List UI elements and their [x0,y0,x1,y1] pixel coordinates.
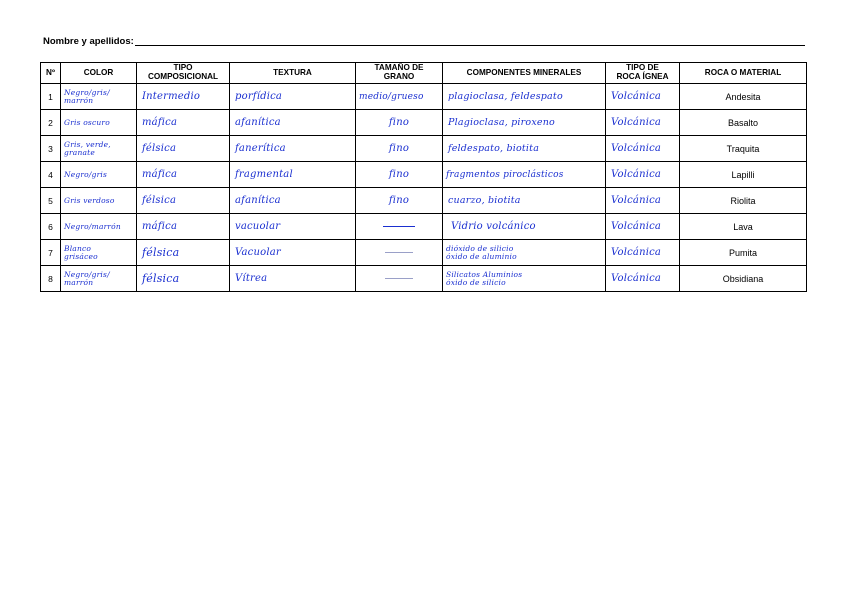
row-number: 8 [41,266,61,292]
color-cell[interactable] [61,162,137,188]
textura-value: fragmental [235,169,293,180]
textura-cell[interactable] [230,240,356,266]
textura-value: vacuolar [235,221,281,232]
tipo-cell[interactable] [137,188,230,214]
componentes-value: plagioclasa, feldespato [448,91,563,102]
row-number: 3 [41,136,61,162]
tipo-roca-cell[interactable] [606,84,680,110]
name-underline[interactable] [135,36,805,46]
tamano-value: fino [388,195,410,206]
roca-value: Obsidiana [680,266,807,292]
color-cell[interactable] [61,214,137,240]
textura-cell[interactable] [230,214,356,240]
tipo-cell[interactable] [137,84,230,110]
tipo-roca-value: Volcánica [611,195,662,206]
tamano-dash [385,278,413,279]
name-field[interactable] [43,36,805,46]
componentes-cell[interactable] [443,188,606,214]
roca-value: Lava [680,214,807,240]
componentes-value: fragmentos piroclásticos [446,169,564,180]
header-tamano-grano: TAMAÑO DE GRANO [356,63,443,84]
tipo-value: félsica [142,272,180,285]
tipo-value: máfica [142,169,178,180]
tipo-roca-value: Volcánica [611,273,662,284]
tipo-roca-cell[interactable] [606,110,680,136]
tamano-cell[interactable] [356,188,443,214]
textura-cell[interactable] [230,110,356,136]
componentes-value: dióxido de silicio óxido de aluminio [446,243,517,261]
componentes-value: Silicatos Aluminios óxido de silicio [446,269,523,287]
table-row [41,162,807,188]
tamano-value: fino [388,143,410,154]
tipo-roca-cell[interactable] [606,136,680,162]
componentes-cell[interactable] [443,240,606,266]
componentes-cell[interactable] [443,110,606,136]
roca-value: Riolita [680,188,807,214]
row-number: 2 [41,110,61,136]
table-row [41,240,807,266]
tamano-cell[interactable] [356,110,443,136]
color-value: Negro/gris [64,169,108,179]
textura-cell[interactable] [230,84,356,110]
tipo-value: máfica [142,117,178,128]
textura-cell[interactable] [230,136,356,162]
textura-cell[interactable] [230,188,356,214]
tipo-value: félsica [142,143,177,154]
tipo-roca-value: Volcánica [611,247,662,258]
textura-value: porfídica [235,91,283,102]
textura-value: afanítica [235,195,281,206]
textura-value: Vítrea [235,273,268,284]
textura-value: fanerítica [235,143,286,154]
color-cell[interactable] [61,266,137,292]
name-label: Nombre y apellidos: [43,35,134,47]
color-value: Negro/gris/ marrón [64,87,110,105]
table-row [41,214,807,240]
header-row [41,63,807,84]
tipo-roca-cell[interactable] [606,162,680,188]
color-value: Negro/gris/ marrón [64,269,110,287]
color-cell[interactable] [61,240,137,266]
textura-value: afanítica [235,117,281,128]
roca-value: Traquita [680,136,807,162]
tipo-cell[interactable] [137,214,230,240]
roca-value: Pumita [680,240,807,266]
color-value: Gris oscuro [64,117,110,127]
row-number: 4 [41,162,61,188]
componentes-value: Vidrio volcánico [451,221,536,232]
row-number: 6 [41,214,61,240]
tipo-value: félsica [142,246,180,259]
tipo-cell[interactable] [137,266,230,292]
table-row [41,136,807,162]
tamano-value: fino [388,169,410,180]
tamano-dash [385,252,413,253]
tamano-cell[interactable] [356,214,443,240]
color-value: Gris verdoso [64,195,115,205]
roca-value: Basalto [680,110,807,136]
componentes-cell[interactable] [443,214,606,240]
tipo-value: Intermedio [142,91,201,102]
header-tipo-composicional: TIPO COMPOSICIONAL [137,63,230,84]
row-number: 1 [41,84,61,110]
tipo-roca-cell[interactable] [606,214,680,240]
table-row [41,188,807,214]
tipo-cell[interactable] [137,240,230,266]
color-cell[interactable] [61,84,137,110]
tipo-roca-value: Volcánica [611,143,662,154]
componentes-cell[interactable] [443,266,606,292]
tamano-cell[interactable] [356,162,443,188]
tipo-cell[interactable] [137,162,230,188]
componentes-value: feldespato, biotita [448,143,540,154]
tamano-cell[interactable] [356,136,443,162]
tipo-roca-cell[interactable] [606,266,680,292]
roca-value: Andesita [680,84,807,110]
header-tipo-roca-ignea: TIPO DE ROCA ÍGNEA [606,63,680,84]
tamano-value: fino [388,117,410,128]
color-value: Blanco grisáceo [64,243,98,261]
tamano-cell[interactable] [356,84,443,110]
tipo-roca-value: Volcánica [611,221,662,232]
tamano-cell[interactable] [356,240,443,266]
color-value: Gris, verde, granate [64,139,111,157]
tipo-roca-cell[interactable] [606,188,680,214]
tamano-dash [383,226,415,227]
tipo-value: félsica [142,195,177,206]
color-cell[interactable] [61,110,137,136]
color-cell[interactable] [61,136,137,162]
rock-classification-table [40,62,807,292]
table-row [41,84,807,110]
tipo-roca-value: Volcánica [611,169,662,180]
componentes-cell[interactable] [443,162,606,188]
table-row [41,266,807,292]
componentes-cell[interactable] [443,136,606,162]
textura-cell[interactable] [230,266,356,292]
header-num: Nº [41,63,61,84]
tipo-roca-value: Volcánica [611,117,662,128]
tipo-cell[interactable] [137,136,230,162]
header-roca-material: ROCA O MATERIAL [680,63,807,84]
header-color: COLOR [61,63,137,84]
color-cell[interactable] [61,188,137,214]
row-number: 5 [41,188,61,214]
tipo-cell[interactable] [137,110,230,136]
componentes-value: Plagioclasa, piroxeno [448,117,555,128]
tipo-value: máfica [142,221,178,232]
table-row [41,110,807,136]
tamano-value: medio/grueso [359,91,424,102]
tipo-roca-cell[interactable] [606,240,680,266]
textura-value: Vacuolar [235,247,281,258]
row-number: 7 [41,240,61,266]
tipo-roca-value: Volcánica [611,91,662,102]
tamano-cell[interactable] [356,266,443,292]
componentes-value: cuarzo, biotita [448,195,521,206]
header-componentes-minerales: COMPONENTES MINERALES [443,63,606,84]
componentes-cell[interactable] [443,84,606,110]
header-textura: TEXTURA [230,63,356,84]
roca-value: Lapilli [680,162,807,188]
textura-cell[interactable] [230,162,356,188]
color-value: Negro/marrón [64,221,121,231]
